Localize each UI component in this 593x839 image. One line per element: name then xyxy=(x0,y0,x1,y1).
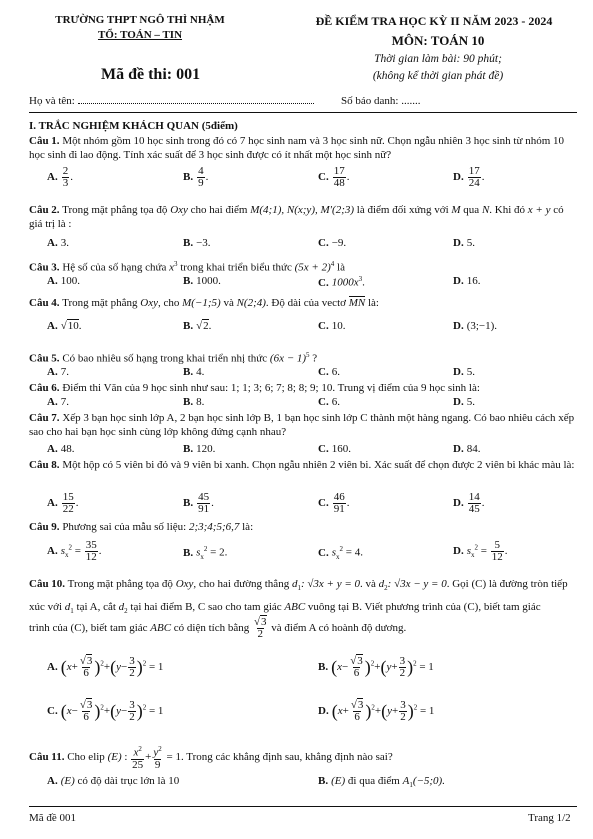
q3-option-b: B. 1000. xyxy=(183,275,221,287)
q7-option-b: B. 120. xyxy=(183,443,216,455)
q7-option-c: C. 160. xyxy=(318,443,351,455)
question-8: Câu 8. Một hộp có 5 viên bi đỏ và 9 viên bi xanh. Chọn ngẫu nhiên 2 viên bi. Xác suất để chọn được 2 viên bi khác màu là: xyxy=(29,459,575,471)
exam-time: Thời gian làm bài: 90 phút; xyxy=(374,53,502,65)
question-10: Câu 10. Trong mặt phẳng tọa độ Oxy, cho hai đường thẳng $d_1$: √3x + y = 0. và $d_2$: √3x − y = 0. Gọi (C) là đường tròn tiếp xúc với $d_1$ tại A, cắt $d_2$ tại hai điểm B, C sao cho tam giác ABC vuông tại B. Viết phương trình của (C), biết tam giác xyxy=(29,578,568,616)
question-9: Câu 9. Phương sai của mẫu số liệu: 2;3;4;5;6,7 là: xyxy=(29,521,254,533)
department-name: TỔ: TOÁN – TIN xyxy=(97,29,183,41)
question-3: Câu 3. Hệ số của số hạng chứa $x^3$ trong khai triển biểu thức $(5x + 2)^4$ là xyxy=(29,260,345,274)
exam-time-note: (không kể thời gian phát đề) xyxy=(372,70,504,82)
name-blank xyxy=(78,103,314,104)
q6-option-c: C. 6. xyxy=(318,396,340,408)
student-name-line xyxy=(29,95,314,107)
header-divider xyxy=(29,112,577,113)
q2-option-a: A. 3. xyxy=(47,237,69,249)
q10-option-c: C. (x− $\frac{√3}{6}$ )$^2$+(y− $\frac{3}{2}$ )$^2$ = 1 xyxy=(47,699,164,723)
q4-option-a: A. √10. xyxy=(47,320,82,332)
q10-option-a: A. (x+ $\frac{√3}{6}$ )$^2$+(y− $\frac{3}{2}$ )$^2$ = 1 xyxy=(47,655,164,679)
q2-option-b: B. −3. xyxy=(183,237,211,249)
school-name: TRƯỜNG THPT NGÔ THÌ NHẬM xyxy=(55,14,225,26)
q1-option-d: D. $\frac{17}{24}$ . xyxy=(453,165,485,189)
q6-option-b: B. 8. xyxy=(183,396,205,408)
q3-option-d: D. 16. xyxy=(453,275,481,287)
q1-option-c: C. $\frac{17}{48}$ . xyxy=(318,165,350,189)
footer-divider xyxy=(29,806,577,807)
q11-option-b: B. (E) đi qua điểm $A_1(-5;0)$. xyxy=(318,775,445,790)
q8-option-c: C. $\frac{46}{91}$ . xyxy=(318,491,350,515)
q9-option-a: A. $s_x^2$ = $\frac{35}{12}$ . xyxy=(47,539,102,563)
question-10-line3: trình của (C), biết tam giác ABC có diện tích bằng $\frac{√3}{2}$ và điểm A có hoành độ dương. xyxy=(29,616,407,640)
q10-option-d: D. (x+ $\frac{√3}{6}$ )$^2$+(y+ $\frac{3}{2}$ )$^2$ = 1 xyxy=(318,699,435,723)
question-7: Câu 7. Xếp 3 bạn học sinh lớp A, 2 bạn học sinh lớp B, 1 bạn học sinh lớp C thành một hàng ngang. Có bao nhiêu cách xếp sao cho hai bạn học sinh cùng lớp không đứng cạnh nhau? xyxy=(29,412,575,438)
q8-option-b: B. $\frac{45}{91}$ . xyxy=(183,491,214,515)
q7-option-d: D. 84. xyxy=(453,443,481,455)
q5-option-a: A. 7. xyxy=(47,366,69,378)
q5-option-b: B. 4. xyxy=(183,366,205,378)
question-6: Câu 6. Điểm thi Văn của 9 học sinh như sau: 1; 1; 3; 6; 7; 8; 8; 9; 10. Trung vị điểm của 9 học sinh là: xyxy=(29,382,480,394)
exam-code: Mã đề thi: 001 xyxy=(101,66,201,83)
exam-title: ĐỀ KIỂM TRA HỌC KỲ II NĂM 2023 - 2024 xyxy=(315,14,553,28)
q8-option-a: A. $\frac{15}{22}$ . xyxy=(47,491,79,515)
subject: MÔN: TOÁN 10 xyxy=(391,33,485,48)
name-label: Họ và tên: xyxy=(29,95,78,107)
q1-option-a: A. $\frac{2}{3}$ . xyxy=(47,165,73,189)
q1-option-b: B. $\frac{4}{9}$ . xyxy=(183,165,209,189)
question-1: Câu 1. Một nhóm gồm 10 học sinh trong đó có 7 học sinh nam và 3 học sinh nữ. Chọn ngẫu nhiên 3 học sinh từ nhóm 10 học sinh đi lao động. Tính xác suất để 3 học sinh được có ít nhất một học sinh nữ? xyxy=(29,135,565,161)
page-number: Trang 1/2 xyxy=(528,812,571,824)
q3-option-c: C. $1000x^3$. xyxy=(318,275,365,289)
candidate-number: Số báo danh: ....... xyxy=(341,95,421,107)
question-5: Câu 5. Có bao nhiêu số hạng trong khai triển nhị thức $(6x - 1)^5$ ? xyxy=(29,351,318,365)
footer-exam-code: Mã đề 001 xyxy=(29,812,77,824)
q2-option-c: C. −9. xyxy=(318,237,347,249)
q11-option-a: A. (E) có độ dài trục lớn là 10 xyxy=(47,775,180,787)
q4-option-b: B. √2. xyxy=(183,320,212,332)
q5-option-c: C. 6. xyxy=(318,366,340,378)
q6-option-a: A. 7. xyxy=(47,396,69,408)
q9-option-b: B. $s_x^2 = 2$. xyxy=(183,545,228,561)
q5-option-d: D. 5. xyxy=(453,366,475,378)
q6-option-d: D. 5. xyxy=(453,396,475,408)
q9-option-d: D. $s_x^2$ = $\frac{5}{12}$ . xyxy=(453,539,508,563)
q9-option-c: C. $s_x^2 = 4$. xyxy=(318,545,363,561)
q4-option-d: D. (3;−1). xyxy=(453,320,498,332)
q4-option-c: C. 10. xyxy=(318,320,346,332)
q10-option-b: B. (x− $\frac{√3}{6}$ )$^2$+(y+ $\frac{3}{2}$ )$^2$ = 1 xyxy=(318,655,434,679)
question-11: Câu 11. Cho elip (E) : $\frac{x^2}{25}$ + $\frac{y^2}{9}$ = 1. Trong các khẳng định sau, khẳng định nào sai? xyxy=(29,745,393,771)
q7-option-a: A. 48. xyxy=(47,443,75,455)
section-title: I. TRẮC NGHIỆM KHÁCH QUAN (5điểm) xyxy=(29,120,238,132)
q2-option-d: D. 5. xyxy=(453,237,475,249)
question-2: Câu 2. Trong mặt phẳng tọa độ Oxy cho hai điểm M(4;1), N(x;y), M′(2;3) là điểm đối xứng với M qua N. Khi đó x + y có giá trị là : xyxy=(29,204,564,230)
q3-option-a: A. 100. xyxy=(47,275,80,287)
q8-option-d: D. $\frac{14}{45}$ . xyxy=(453,491,485,515)
question-4: Câu 4. Trong mặt phẳng Oxy, cho M(−1;5) và N(2;4). Độ dài của vectơ MN là: xyxy=(29,297,379,309)
